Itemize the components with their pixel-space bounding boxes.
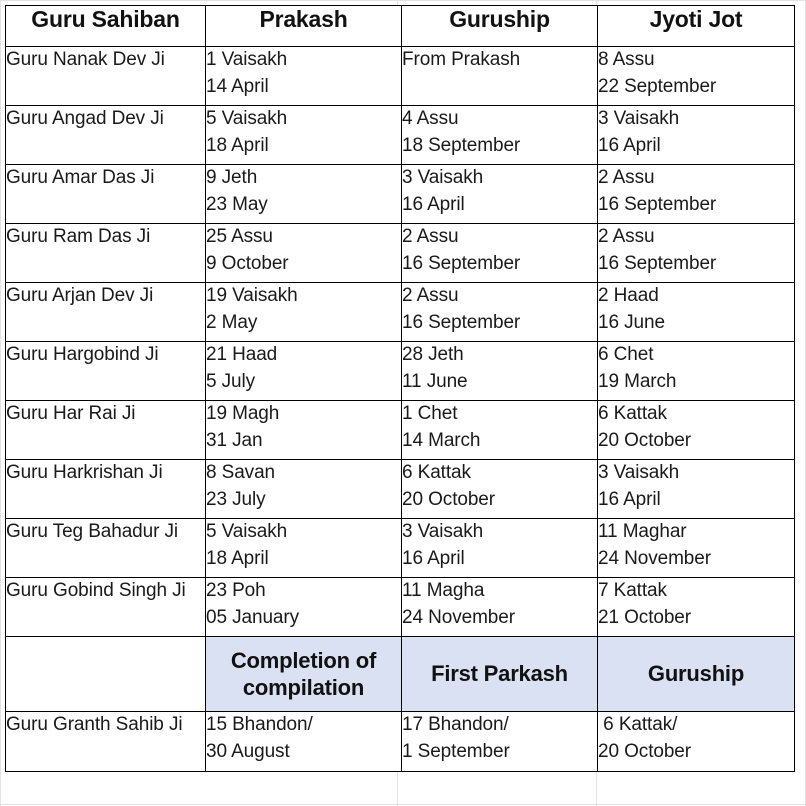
prakash-nanakshahi-date: 9 Jeth (206, 167, 258, 188)
guruship-nanakshahi-date: 28 Jeth (402, 344, 464, 365)
prakash-gregorian-date: 23 May (206, 193, 268, 215)
background-gridline (0, 804, 806, 805)
guruship-gregorian-date: 16 April (402, 193, 465, 215)
cell-jyoti-jot (598, 283, 795, 342)
column-header-label: Guru Sahiban (31, 6, 180, 32)
cell-guruship (402, 578, 598, 637)
column-header-label: Guruship (449, 6, 550, 32)
guruship-nanakshahi-date: From Prakash (402, 49, 521, 70)
prakash-nanakshahi-date: 19 Magh (206, 403, 280, 424)
jyotijot-gregorian-date: 16 April (598, 134, 661, 156)
prakash-nanakshahi-date: 1 Vaisakh (206, 49, 288, 70)
cell-guruship (402, 47, 598, 106)
cell-prakash (206, 519, 402, 578)
table-header-row (6, 6, 795, 47)
guru-name-text: Guru Amar Das Ji (6, 167, 155, 188)
cell-guru-name (6, 342, 206, 401)
guruship-gregorian-date: 20 October (402, 488, 495, 510)
guruship-nanakshahi-date: 3 Vaisakh (402, 167, 484, 188)
jyotijot-gregorian-date: 24 November (598, 547, 711, 569)
table-row (6, 519, 795, 578)
jyotijot-nanakshahi-date: 3 Vaisakh (598, 108, 680, 129)
guru-name-text: Guru Ram Das Ji (6, 226, 151, 247)
cell-guru-name (6, 47, 206, 106)
cell-guru-name (6, 578, 206, 637)
prakash-nanakshahi-date: 21 Haad (206, 344, 278, 365)
jyotijot-nanakshahi-date: 2 Assu (598, 226, 655, 247)
jyotijot-nanakshahi-date: 6 Kattak (598, 403, 667, 424)
jyotijot-gregorian-date: 21 October (598, 606, 691, 628)
cell-prakash (206, 47, 402, 106)
prakash-gregorian-date: 14 April (206, 75, 269, 97)
cell-prakash (206, 401, 402, 460)
cell-guru-name (6, 165, 206, 224)
table-row (6, 578, 795, 637)
prakash-nanakshahi-date: 5 Vaisakh (206, 521, 288, 542)
guru-name-text: Guru Teg Bahadur Ji (6, 521, 179, 542)
guruship-gregorian-date: 14 March (402, 429, 481, 451)
secondary-header-guruship (598, 637, 795, 712)
secondary-header-row (6, 637, 795, 712)
prakash-gregorian-date: 9 October (206, 252, 289, 274)
cell-jyoti-jot (598, 578, 795, 637)
cell-jyoti-jot (598, 401, 795, 460)
guruship-gregorian-date: 24 November (402, 606, 515, 628)
column-header-label: Prakash (259, 6, 348, 32)
guruship-gregorian-date: 11 June (402, 370, 468, 392)
cell-prakash (206, 342, 402, 401)
prakash-nanakshahi-date: 5 Vaisakh (206, 108, 288, 129)
prakash-gregorian-date: 05 January (206, 606, 300, 628)
cell-guruship (402, 519, 598, 578)
cell-guruship (402, 224, 598, 283)
table-body (6, 47, 795, 772)
cell-jyoti-jot (598, 224, 795, 283)
guru-name-text: Guru Har Rai Ji (6, 403, 136, 424)
prakash-nanakshahi-date: 8 Savan (206, 462, 276, 483)
cell-prakash (206, 578, 402, 637)
guruship-nanakshahi-date: 3 Vaisakh (402, 521, 484, 542)
prakash-nanakshahi-date: 23 Poh (206, 580, 266, 601)
secondary-header-label: Guruship (647, 661, 745, 687)
jyotijot-gregorian-date: 16 June (598, 311, 665, 333)
cell-jyoti-jot (598, 165, 795, 224)
prakash-gregorian-date: 31 Jan (206, 429, 263, 451)
guru-name-text: Guru Harkrishan Ji (6, 462, 163, 483)
prakash-gregorian-date: 2 May (206, 311, 258, 333)
jyotijot-gregorian-date: 20 October (598, 429, 691, 451)
firstparkash-gregorian-date: 1 September (402, 740, 510, 762)
cell-guru-name (6, 106, 206, 165)
cell-guru-name (6, 712, 206, 772)
cell-prakash (206, 165, 402, 224)
completion-gregorian-date: 30 August (206, 740, 290, 762)
cell-guruship (402, 106, 598, 165)
jyotijot-gregorian-date: 22 September (598, 75, 717, 97)
guruship-nanakshahi-date: 2 Assu (402, 285, 459, 306)
cell-prakash (206, 106, 402, 165)
secondary-header-label: First Parkash (431, 661, 568, 687)
cell-guruship-granth (598, 712, 795, 772)
guru-name-text: Guru Granth Sahib Ji (6, 714, 183, 735)
guruship-nanakshahi-date: 6 Kattak (402, 462, 471, 483)
guru-name-text: Guru Arjan Dev Ji (6, 285, 154, 306)
cell-guru-name (6, 519, 206, 578)
guruship-nanakshahi-date: 6 Kattak/ (598, 714, 678, 735)
table-row (6, 401, 795, 460)
guruship-nanakshahi-date: 2 Assu (402, 226, 459, 247)
guru-name-text: Guru Angad Dev Ji (6, 108, 164, 129)
column-header-jyoti-jot (598, 6, 795, 47)
table-row (6, 224, 795, 283)
jyotijot-gregorian-date: 16 September (598, 252, 717, 274)
guru-dates-table (5, 5, 795, 772)
cell-guruship (402, 460, 598, 519)
cell-completion-of-compilation (206, 712, 402, 772)
cell-guruship (402, 401, 598, 460)
table-row (6, 47, 795, 106)
secondary-header-empty-cell (6, 637, 206, 712)
prakash-gregorian-date: 5 July (206, 370, 256, 392)
cell-guru-name (6, 460, 206, 519)
table-row (6, 342, 795, 401)
prakash-nanakshahi-date: 19 Vaisakh (206, 285, 298, 306)
table-row (6, 106, 795, 165)
jyotijot-nanakshahi-date: 8 Assu (598, 49, 655, 70)
cell-first-parkash (402, 712, 598, 772)
guruship-nanakshahi-date: 4 Assu (402, 108, 459, 129)
guruship-nanakshahi-date: 1 Chet (402, 403, 458, 424)
prakash-gregorian-date: 18 April (206, 134, 269, 156)
column-header-label: Jyoti Jot (649, 6, 743, 32)
table-row (6, 460, 795, 519)
guruship-gregorian-date: 16 September (402, 252, 521, 274)
cell-jyoti-jot (598, 47, 795, 106)
jyotijot-nanakshahi-date: 6 Chet (598, 344, 654, 365)
guru-dates-table-container (5, 5, 794, 772)
cell-jyoti-jot (598, 342, 795, 401)
firstparkash-nanakshahi-date: 17 Bhandon/ (402, 714, 509, 735)
guru-name-text: Guru Nanak Dev Ji (6, 49, 165, 70)
column-header-prakash (206, 6, 402, 47)
guruship-gregorian-date: 18 September (402, 134, 521, 156)
cell-prakash (206, 460, 402, 519)
cell-jyoti-jot (598, 519, 795, 578)
guruship-gregorian-date: 16 September (402, 311, 521, 333)
jyotijot-nanakshahi-date: 11 Maghar (598, 521, 687, 542)
background-gridline (0, 0, 1, 806)
prakash-gregorian-date: 23 July (206, 488, 266, 510)
cell-guruship (402, 283, 598, 342)
secondary-header-completion-of-compilation (206, 637, 402, 712)
cell-prakash (206, 224, 402, 283)
guruship-gregorian-date: 20 October (598, 740, 691, 762)
guru-name-text: Guru Gobind Singh Ji (6, 580, 186, 601)
guru-name-text: Guru Hargobind Ji (6, 344, 159, 365)
cell-guruship (402, 165, 598, 224)
completion-nanakshahi-date: 15 Bhandon/ (206, 714, 313, 735)
jyotijot-nanakshahi-date: 7 Kattak (598, 580, 667, 601)
background-gridline (0, 0, 806, 1)
prakash-gregorian-date: 18 April (206, 547, 269, 569)
cell-jyoti-jot (598, 460, 795, 519)
prakash-nanakshahi-date: 25 Assu (206, 226, 273, 247)
cell-jyoti-jot (598, 106, 795, 165)
jyotijot-gregorian-date: 19 March (598, 370, 677, 392)
jyotijot-nanakshahi-date: 3 Vaisakh (598, 462, 680, 483)
cell-prakash (206, 283, 402, 342)
jyotijot-gregorian-date: 16 September (598, 193, 717, 215)
cell-guru-name (6, 401, 206, 460)
column-header-guru-sahiban (6, 6, 206, 47)
cell-guruship (402, 342, 598, 401)
secondary-header-label: Completion of compilation (230, 647, 377, 700)
table-row-guru-granth-sahib (6, 712, 795, 772)
jyotijot-nanakshahi-date: 2 Haad (598, 285, 659, 306)
jyotijot-nanakshahi-date: 2 Assu (598, 167, 655, 188)
jyotijot-gregorian-date: 16 April (598, 488, 661, 510)
table-row (6, 165, 795, 224)
cell-guru-name (6, 283, 206, 342)
secondary-header-first-parkash (402, 637, 598, 712)
guruship-nanakshahi-date: 11 Magha (402, 580, 485, 601)
cell-guru-name (6, 224, 206, 283)
table-row (6, 283, 795, 342)
guruship-gregorian-date: 16 April (402, 547, 465, 569)
column-header-guruship (402, 6, 598, 47)
